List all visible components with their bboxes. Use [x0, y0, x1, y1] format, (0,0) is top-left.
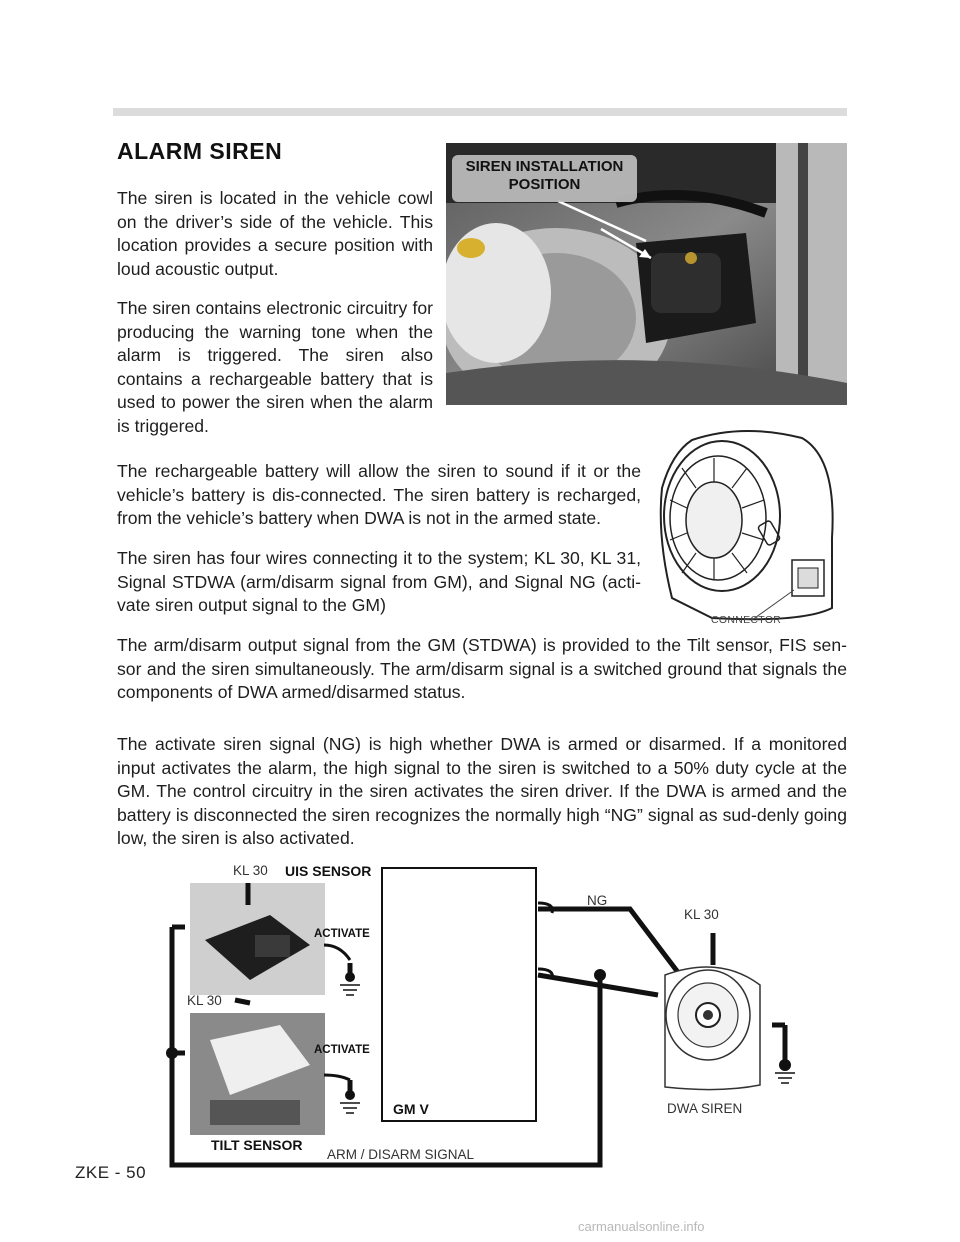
- paragraph-location: The siren is located in the vehicle cowl on the driver’s side of the vehicle. This location provides a secure position with loud acoustic output.: [117, 188, 433, 279]
- gm-v-label: GM V: [393, 1101, 429, 1117]
- paragraph-wires: The siren has four wires connecting it to the system; KL 30, KL 31, Signal STDWA (arm/disarm signal from GM), and Signal NG (acti-vate siren output signal to the GM): [117, 548, 641, 615]
- arm-disarm-signal-label: ARM / DISARM SIGNAL: [327, 1147, 475, 1162]
- siren-kl30-label: KL 30: [684, 907, 719, 922]
- watermark: carmanualsonline.info: [578, 1219, 705, 1234]
- tilt-sensor-label: TILT SENSOR: [211, 1137, 303, 1153]
- label-line-1: SIREN INSTALLATION: [465, 158, 624, 175]
- connector-label: CONNECTOR: [711, 614, 782, 626]
- tilt-kl30-label: KL 30: [187, 993, 222, 1008]
- header-rule: [113, 108, 847, 116]
- paragraph-arm-disarm: The arm/disarm output signal from the GM (STDWA) is provided to the Tilt sensor, FIS sen-sor and the siren simultaneously. The arm/disarm signal is a switched ground that signals the components of DWA armed/disarmed status.: [117, 635, 847, 702]
- wiring-diagram: [160, 855, 810, 1175]
- tilt-activate-label: ACTIVATE: [314, 1044, 370, 1056]
- paragraph-battery: The rechargeable battery will allow the siren to sound if it or the vehicle’s battery is dis-connected. The siren battery is recharged, from the vehicle’s battery when DWA is not in the armed state.: [117, 461, 641, 528]
- ng-label: NG: [587, 893, 608, 908]
- siren-illustration: [652, 418, 847, 628]
- siren-installation-label: [452, 155, 637, 202]
- uis-activate-label: ACTIVATE: [314, 928, 370, 940]
- label-line-2: POSITION: [508, 176, 581, 193]
- dwa-siren-label: DWA SIREN: [667, 1101, 743, 1116]
- paragraph-circuitry: The siren contains electronic circuitry for producing the warning tone when the alarm is triggered. The siren also contains a rechargeable battery that is used to power the siren when the alarm is triggered.: [117, 298, 433, 436]
- uis-kl30-label: KL 30: [233, 863, 268, 878]
- paragraph-activate-signal: The activate siren signal (NG) is high whether DWA is armed or disarmed. If a monitored input activates the alarm, the high signal to the siren is switched to a 50% duty cycle at the GM. The control circuitry in the siren activates the siren driver. If the DWA is armed and the battery is disconnected the siren recognizes the normally high “NG” signal as sud-denly going low, the siren is also activated.: [117, 734, 847, 848]
- section-title: ALARM SIREN: [117, 138, 283, 164]
- uis-sensor-label: UIS SENSOR: [285, 863, 372, 879]
- page-number: ZKE - 50: [75, 1163, 147, 1182]
